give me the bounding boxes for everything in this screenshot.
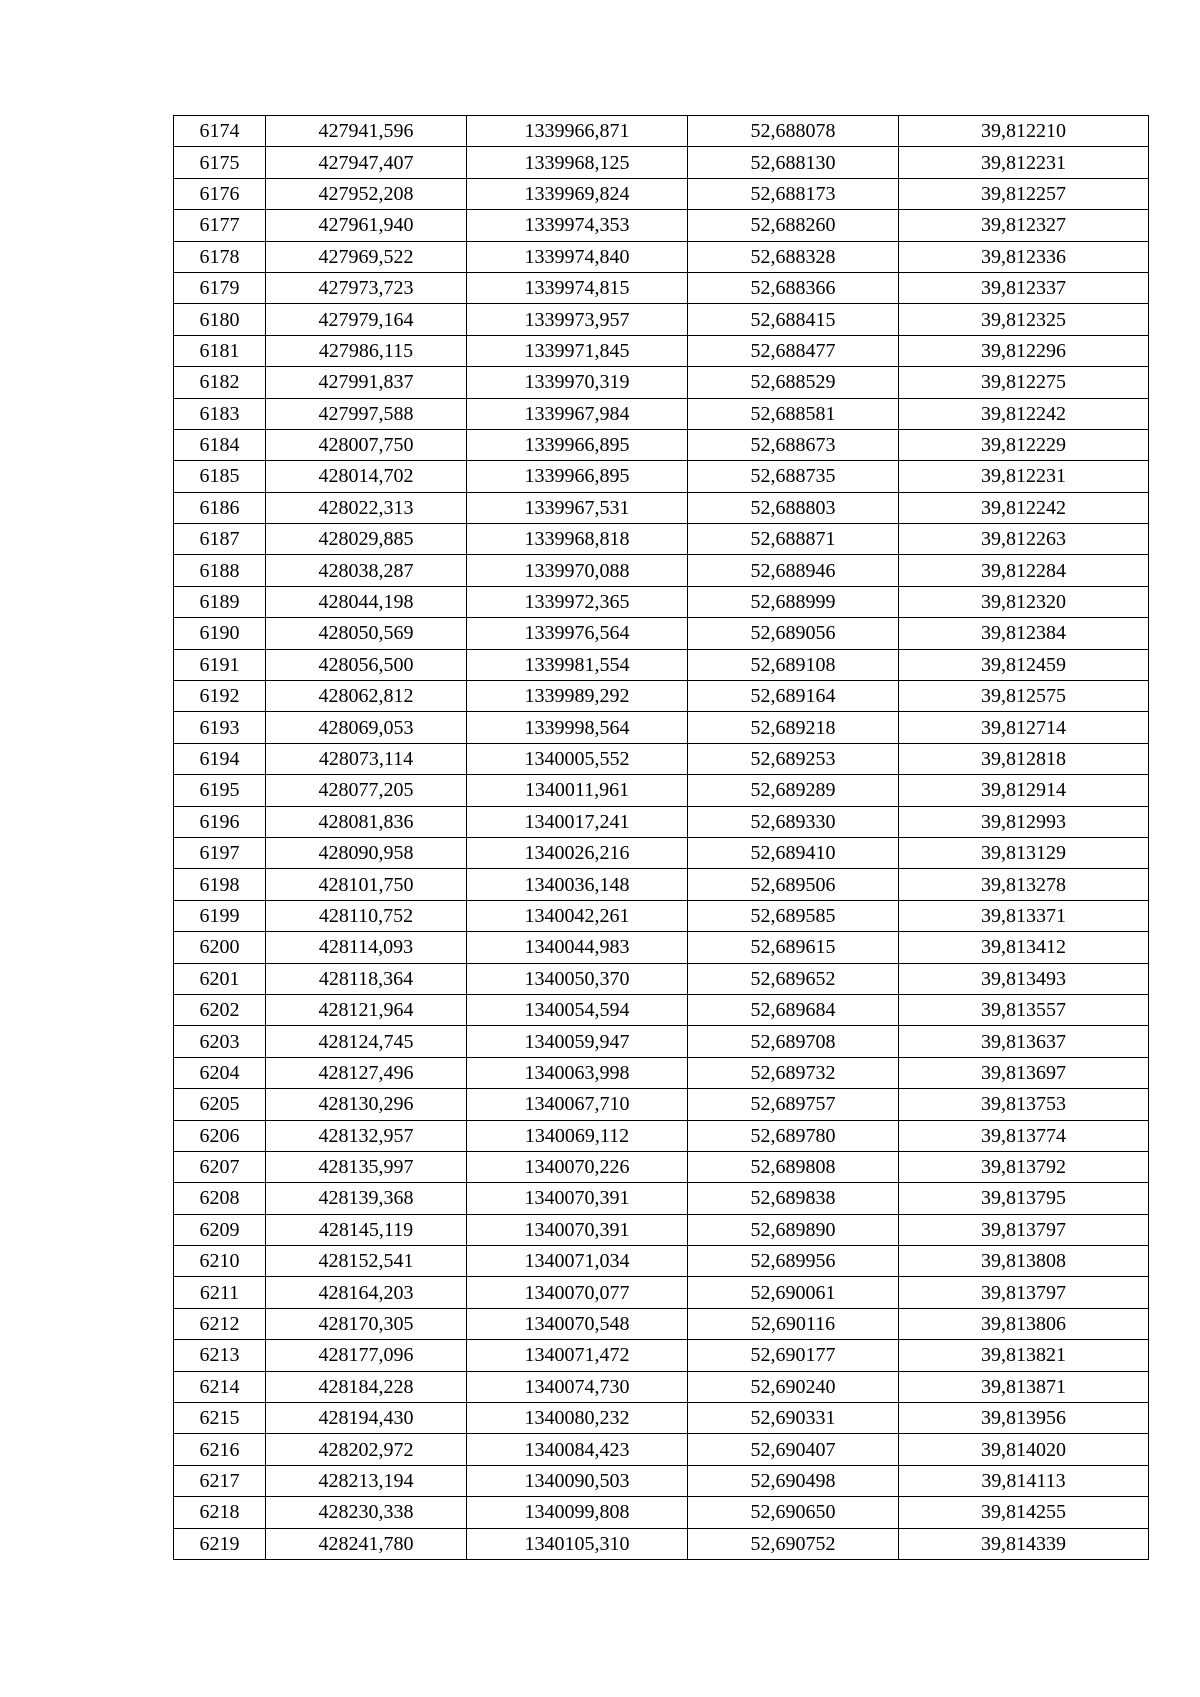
latitude-cell: 52,688366 — [688, 272, 899, 303]
longitude-cell: 39,812320 — [899, 586, 1149, 617]
y-coordinate-cell: 1339967,531 — [467, 492, 688, 523]
longitude-cell: 39,812231 — [899, 461, 1149, 492]
latitude-cell: 52,688173 — [688, 178, 899, 209]
point-number-cell: 6194 — [174, 743, 266, 774]
point-number-cell: 6174 — [174, 116, 266, 147]
x-coordinate-cell: 427986,115 — [266, 335, 467, 366]
y-coordinate-cell: 1339972,365 — [467, 586, 688, 617]
point-number-cell: 6203 — [174, 1026, 266, 1057]
latitude-cell: 52,688078 — [688, 116, 899, 147]
y-coordinate-cell: 1339970,319 — [467, 367, 688, 398]
latitude-cell: 52,689506 — [688, 869, 899, 900]
point-number-cell: 6218 — [174, 1497, 266, 1528]
x-coordinate-cell: 428127,496 — [266, 1057, 467, 1088]
longitude-cell: 39,813871 — [899, 1371, 1149, 1402]
point-number-cell: 6195 — [174, 775, 266, 806]
table-row — [174, 649, 1149, 680]
x-coordinate-cell: 427969,522 — [266, 241, 467, 272]
y-coordinate-cell: 1339998,564 — [467, 712, 688, 743]
y-coordinate-cell: 1340026,216 — [467, 837, 688, 868]
table-row — [174, 398, 1149, 429]
latitude-cell: 52,689708 — [688, 1026, 899, 1057]
point-number-cell: 6207 — [174, 1151, 266, 1182]
latitude-cell: 52,689108 — [688, 649, 899, 680]
longitude-cell: 39,812242 — [899, 492, 1149, 523]
longitude-cell: 39,812336 — [899, 241, 1149, 272]
longitude-cell: 39,813129 — [899, 837, 1149, 868]
table-row — [174, 586, 1149, 617]
point-number-cell: 6196 — [174, 806, 266, 837]
longitude-cell: 39,812296 — [899, 335, 1149, 366]
y-coordinate-cell: 1340011,961 — [467, 775, 688, 806]
table-row — [174, 1214, 1149, 1245]
point-number-cell: 6209 — [174, 1214, 266, 1245]
table-row — [174, 178, 1149, 209]
table-row — [174, 492, 1149, 523]
table-row — [174, 429, 1149, 460]
longitude-cell: 39,812459 — [899, 649, 1149, 680]
latitude-cell: 52,688529 — [688, 367, 899, 398]
table-row — [174, 1277, 1149, 1308]
latitude-cell: 52,688477 — [688, 335, 899, 366]
longitude-cell: 39,812337 — [899, 272, 1149, 303]
x-coordinate-cell: 427941,596 — [266, 116, 467, 147]
table-row — [174, 837, 1149, 868]
point-number-cell: 6180 — [174, 304, 266, 335]
longitude-cell: 39,813278 — [899, 869, 1149, 900]
longitude-cell: 39,813493 — [899, 963, 1149, 994]
latitude-cell: 52,690650 — [688, 1497, 899, 1528]
latitude-cell: 52,690498 — [688, 1465, 899, 1496]
point-number-cell: 6186 — [174, 492, 266, 523]
y-coordinate-cell: 1340080,232 — [467, 1403, 688, 1434]
longitude-cell: 39,812229 — [899, 429, 1149, 460]
x-coordinate-cell: 428194,430 — [266, 1403, 467, 1434]
point-number-cell: 6192 — [174, 681, 266, 712]
latitude-cell: 52,690752 — [688, 1528, 899, 1559]
table-row — [174, 116, 1149, 147]
y-coordinate-cell: 1340070,077 — [467, 1277, 688, 1308]
x-coordinate-cell: 428132,957 — [266, 1120, 467, 1151]
y-coordinate-cell: 1339974,815 — [467, 272, 688, 303]
latitude-cell: 52,689808 — [688, 1151, 899, 1182]
table-row — [174, 272, 1149, 303]
latitude-cell: 52,688999 — [688, 586, 899, 617]
latitude-cell: 52,689615 — [688, 932, 899, 963]
y-coordinate-cell: 1339974,353 — [467, 210, 688, 241]
x-coordinate-cell: 428022,313 — [266, 492, 467, 523]
coordinate-table — [173, 115, 1149, 1560]
latitude-cell: 52,688130 — [688, 147, 899, 178]
longitude-cell: 39,812257 — [899, 178, 1149, 209]
y-coordinate-cell: 1340074,730 — [467, 1371, 688, 1402]
y-coordinate-cell: 1339973,957 — [467, 304, 688, 335]
point-number-cell: 6181 — [174, 335, 266, 366]
latitude-cell: 52,689585 — [688, 900, 899, 931]
x-coordinate-cell: 427991,837 — [266, 367, 467, 398]
y-coordinate-cell: 1340105,310 — [467, 1528, 688, 1559]
y-coordinate-cell: 1339969,824 — [467, 178, 688, 209]
latitude-cell: 52,688735 — [688, 461, 899, 492]
longitude-cell: 39,812263 — [899, 524, 1149, 555]
longitude-cell: 39,814020 — [899, 1434, 1149, 1465]
y-coordinate-cell: 1340067,710 — [467, 1089, 688, 1120]
latitude-cell: 52,689652 — [688, 963, 899, 994]
point-number-cell: 6178 — [174, 241, 266, 272]
longitude-cell: 39,813753 — [899, 1089, 1149, 1120]
x-coordinate-cell: 428124,745 — [266, 1026, 467, 1057]
longitude-cell: 39,813371 — [899, 900, 1149, 931]
table-row — [174, 1026, 1149, 1057]
point-number-cell: 6206 — [174, 1120, 266, 1151]
longitude-cell: 39,813956 — [899, 1403, 1149, 1434]
table-row — [174, 1403, 1149, 1434]
point-number-cell: 6211 — [174, 1277, 266, 1308]
point-number-cell: 6210 — [174, 1246, 266, 1277]
y-coordinate-cell: 1340044,983 — [467, 932, 688, 963]
y-coordinate-cell: 1339971,845 — [467, 335, 688, 366]
y-coordinate-cell: 1339968,818 — [467, 524, 688, 555]
latitude-cell: 52,688673 — [688, 429, 899, 460]
point-number-cell: 6190 — [174, 618, 266, 649]
x-coordinate-cell: 428139,368 — [266, 1183, 467, 1214]
point-number-cell: 6176 — [174, 178, 266, 209]
y-coordinate-cell: 1340036,148 — [467, 869, 688, 900]
point-number-cell: 6205 — [174, 1089, 266, 1120]
x-coordinate-cell: 428077,205 — [266, 775, 467, 806]
latitude-cell: 52,690240 — [688, 1371, 899, 1402]
longitude-cell: 39,813797 — [899, 1277, 1149, 1308]
point-number-cell: 6199 — [174, 900, 266, 931]
y-coordinate-cell: 1339989,292 — [467, 681, 688, 712]
table-row — [174, 304, 1149, 335]
table-row — [174, 1120, 1149, 1151]
longitude-cell: 39,813821 — [899, 1340, 1149, 1371]
latitude-cell: 52,689780 — [688, 1120, 899, 1151]
x-coordinate-cell: 428090,958 — [266, 837, 467, 868]
y-coordinate-cell: 1340050,370 — [467, 963, 688, 994]
table-row — [174, 241, 1149, 272]
latitude-cell: 52,689956 — [688, 1246, 899, 1277]
point-number-cell: 6208 — [174, 1183, 266, 1214]
latitude-cell: 52,690061 — [688, 1277, 899, 1308]
longitude-cell: 39,813808 — [899, 1246, 1149, 1277]
point-number-cell: 6202 — [174, 994, 266, 1025]
x-coordinate-cell: 428213,194 — [266, 1465, 467, 1496]
x-coordinate-cell: 428114,093 — [266, 932, 467, 963]
x-coordinate-cell: 428007,750 — [266, 429, 467, 460]
latitude-cell: 52,688260 — [688, 210, 899, 241]
y-coordinate-cell: 1340099,808 — [467, 1497, 688, 1528]
y-coordinate-cell: 1340071,034 — [467, 1246, 688, 1277]
point-number-cell: 6183 — [174, 398, 266, 429]
table-row — [174, 1371, 1149, 1402]
y-coordinate-cell: 1340071,472 — [467, 1340, 688, 1371]
table-row — [174, 900, 1149, 931]
latitude-cell: 52,690116 — [688, 1308, 899, 1339]
latitude-cell: 52,689838 — [688, 1183, 899, 1214]
longitude-cell: 39,813795 — [899, 1183, 1149, 1214]
point-number-cell: 6204 — [174, 1057, 266, 1088]
point-number-cell: 6197 — [174, 837, 266, 868]
longitude-cell: 39,812993 — [899, 806, 1149, 837]
table-row — [174, 1057, 1149, 1088]
point-number-cell: 6217 — [174, 1465, 266, 1496]
y-coordinate-cell: 1339974,840 — [467, 241, 688, 272]
latitude-cell: 52,689330 — [688, 806, 899, 837]
table-row — [174, 147, 1149, 178]
table-row — [174, 806, 1149, 837]
x-coordinate-cell: 427952,208 — [266, 178, 467, 209]
latitude-cell: 52,688803 — [688, 492, 899, 523]
y-coordinate-cell: 1340059,947 — [467, 1026, 688, 1057]
longitude-cell: 39,813806 — [899, 1308, 1149, 1339]
x-coordinate-cell: 428029,885 — [266, 524, 467, 555]
x-coordinate-cell: 428038,287 — [266, 555, 467, 586]
table-row — [174, 1340, 1149, 1371]
x-coordinate-cell: 428069,053 — [266, 712, 467, 743]
latitude-cell: 52,689289 — [688, 775, 899, 806]
x-coordinate-cell: 427973,723 — [266, 272, 467, 303]
point-number-cell: 6201 — [174, 963, 266, 994]
table-row — [174, 994, 1149, 1025]
y-coordinate-cell: 1340070,548 — [467, 1308, 688, 1339]
y-coordinate-cell: 1339981,554 — [467, 649, 688, 680]
longitude-cell: 39,813557 — [899, 994, 1149, 1025]
longitude-cell: 39,812325 — [899, 304, 1149, 335]
point-number-cell: 6187 — [174, 524, 266, 555]
table-row — [174, 1528, 1149, 1559]
x-coordinate-cell: 428118,364 — [266, 963, 467, 994]
point-number-cell: 6175 — [174, 147, 266, 178]
y-coordinate-cell: 1339966,895 — [467, 461, 688, 492]
x-coordinate-cell: 428164,203 — [266, 1277, 467, 1308]
table-row — [174, 367, 1149, 398]
table-row — [174, 1434, 1149, 1465]
y-coordinate-cell: 1340070,391 — [467, 1183, 688, 1214]
table-row — [174, 1497, 1149, 1528]
y-coordinate-cell: 1339976,564 — [467, 618, 688, 649]
x-coordinate-cell: 428110,752 — [266, 900, 467, 931]
x-coordinate-cell: 428184,228 — [266, 1371, 467, 1402]
latitude-cell: 52,688328 — [688, 241, 899, 272]
y-coordinate-cell: 1339967,984 — [467, 398, 688, 429]
point-number-cell: 6212 — [174, 1308, 266, 1339]
table-row — [174, 555, 1149, 586]
x-coordinate-cell: 428081,836 — [266, 806, 467, 837]
longitude-cell: 39,814339 — [899, 1528, 1149, 1559]
y-coordinate-cell: 1340070,391 — [467, 1214, 688, 1245]
table-row — [174, 963, 1149, 994]
latitude-cell: 52,690177 — [688, 1340, 899, 1371]
x-coordinate-cell: 428101,750 — [266, 869, 467, 900]
y-coordinate-cell: 1340017,241 — [467, 806, 688, 837]
point-number-cell: 6182 — [174, 367, 266, 398]
table-row — [174, 1465, 1149, 1496]
latitude-cell: 52,689056 — [688, 618, 899, 649]
latitude-cell: 52,689757 — [688, 1089, 899, 1120]
table-row — [174, 1089, 1149, 1120]
point-number-cell: 6185 — [174, 461, 266, 492]
point-number-cell: 6193 — [174, 712, 266, 743]
table-row — [174, 1151, 1149, 1182]
longitude-cell: 39,812284 — [899, 555, 1149, 586]
x-coordinate-cell: 427961,940 — [266, 210, 467, 241]
longitude-cell: 39,814255 — [899, 1497, 1149, 1528]
x-coordinate-cell: 428177,096 — [266, 1340, 467, 1371]
y-coordinate-cell: 1340090,503 — [467, 1465, 688, 1496]
table-row — [174, 1308, 1149, 1339]
longitude-cell: 39,813412 — [899, 932, 1149, 963]
table-row — [174, 712, 1149, 743]
x-coordinate-cell: 428056,500 — [266, 649, 467, 680]
point-number-cell: 6188 — [174, 555, 266, 586]
point-number-cell: 6184 — [174, 429, 266, 460]
longitude-cell: 39,812210 — [899, 116, 1149, 147]
point-number-cell: 6198 — [174, 869, 266, 900]
point-number-cell: 6191 — [174, 649, 266, 680]
point-number-cell: 6214 — [174, 1371, 266, 1402]
longitude-cell: 39,812914 — [899, 775, 1149, 806]
latitude-cell: 52,688871 — [688, 524, 899, 555]
longitude-cell: 39,812384 — [899, 618, 1149, 649]
longitude-cell: 39,812714 — [899, 712, 1149, 743]
point-number-cell: 6177 — [174, 210, 266, 241]
table-row — [174, 869, 1149, 900]
latitude-cell: 52,690407 — [688, 1434, 899, 1465]
x-coordinate-cell: 427947,407 — [266, 147, 467, 178]
point-number-cell: 6216 — [174, 1434, 266, 1465]
x-coordinate-cell: 428170,305 — [266, 1308, 467, 1339]
x-coordinate-cell: 428121,964 — [266, 994, 467, 1025]
y-coordinate-cell: 1340069,112 — [467, 1120, 688, 1151]
longitude-cell: 39,813637 — [899, 1026, 1149, 1057]
x-coordinate-cell: 428044,198 — [266, 586, 467, 617]
point-number-cell: 6219 — [174, 1528, 266, 1559]
y-coordinate-cell: 1340054,594 — [467, 994, 688, 1025]
latitude-cell: 52,688946 — [688, 555, 899, 586]
latitude-cell: 52,690331 — [688, 1403, 899, 1434]
latitude-cell: 52,689890 — [688, 1214, 899, 1245]
x-coordinate-cell: 428230,338 — [266, 1497, 467, 1528]
longitude-cell: 39,812275 — [899, 367, 1149, 398]
table-row — [174, 335, 1149, 366]
y-coordinate-cell: 1340070,226 — [467, 1151, 688, 1182]
x-coordinate-cell: 428145,119 — [266, 1214, 467, 1245]
table-row — [174, 681, 1149, 712]
coordinate-table-body — [174, 116, 1149, 1560]
point-number-cell: 6213 — [174, 1340, 266, 1371]
point-number-cell: 6215 — [174, 1403, 266, 1434]
y-coordinate-cell: 1339968,125 — [467, 147, 688, 178]
point-number-cell: 6189 — [174, 586, 266, 617]
latitude-cell: 52,689684 — [688, 994, 899, 1025]
longitude-cell: 39,813697 — [899, 1057, 1149, 1088]
latitude-cell: 52,688415 — [688, 304, 899, 335]
latitude-cell: 52,689253 — [688, 743, 899, 774]
point-number-cell: 6200 — [174, 932, 266, 963]
y-coordinate-cell: 1340042,261 — [467, 900, 688, 931]
longitude-cell: 39,812575 — [899, 681, 1149, 712]
table-row — [174, 932, 1149, 963]
table-row — [174, 618, 1149, 649]
table-row — [174, 743, 1149, 774]
x-coordinate-cell: 427997,588 — [266, 398, 467, 429]
y-coordinate-cell: 1339966,871 — [467, 116, 688, 147]
longitude-cell: 39,812242 — [899, 398, 1149, 429]
x-coordinate-cell: 427979,164 — [266, 304, 467, 335]
x-coordinate-cell: 428073,114 — [266, 743, 467, 774]
longitude-cell: 39,814113 — [899, 1465, 1149, 1496]
y-coordinate-cell: 1340063,998 — [467, 1057, 688, 1088]
table-row — [174, 1183, 1149, 1214]
x-coordinate-cell: 428130,296 — [266, 1089, 467, 1120]
point-number-cell: 6179 — [174, 272, 266, 303]
latitude-cell: 52,689732 — [688, 1057, 899, 1088]
latitude-cell: 52,688581 — [688, 398, 899, 429]
table-row — [174, 775, 1149, 806]
table-row — [174, 524, 1149, 555]
x-coordinate-cell: 428135,997 — [266, 1151, 467, 1182]
table-row — [174, 461, 1149, 492]
longitude-cell: 39,813797 — [899, 1214, 1149, 1245]
x-coordinate-cell: 428152,541 — [266, 1246, 467, 1277]
x-coordinate-cell: 428014,702 — [266, 461, 467, 492]
longitude-cell: 39,812327 — [899, 210, 1149, 241]
x-coordinate-cell: 428050,569 — [266, 618, 467, 649]
y-coordinate-cell: 1339970,088 — [467, 555, 688, 586]
y-coordinate-cell: 1339966,895 — [467, 429, 688, 460]
longitude-cell: 39,813792 — [899, 1151, 1149, 1182]
x-coordinate-cell: 428202,972 — [266, 1434, 467, 1465]
x-coordinate-cell: 428062,812 — [266, 681, 467, 712]
longitude-cell: 39,812818 — [899, 743, 1149, 774]
longitude-cell: 39,812231 — [899, 147, 1149, 178]
latitude-cell: 52,689410 — [688, 837, 899, 868]
latitude-cell: 52,689218 — [688, 712, 899, 743]
y-coordinate-cell: 1340084,423 — [467, 1434, 688, 1465]
table-row — [174, 210, 1149, 241]
latitude-cell: 52,689164 — [688, 681, 899, 712]
x-coordinate-cell: 428241,780 — [266, 1528, 467, 1559]
y-coordinate-cell: 1340005,552 — [467, 743, 688, 774]
table-row — [174, 1246, 1149, 1277]
longitude-cell: 39,813774 — [899, 1120, 1149, 1151]
